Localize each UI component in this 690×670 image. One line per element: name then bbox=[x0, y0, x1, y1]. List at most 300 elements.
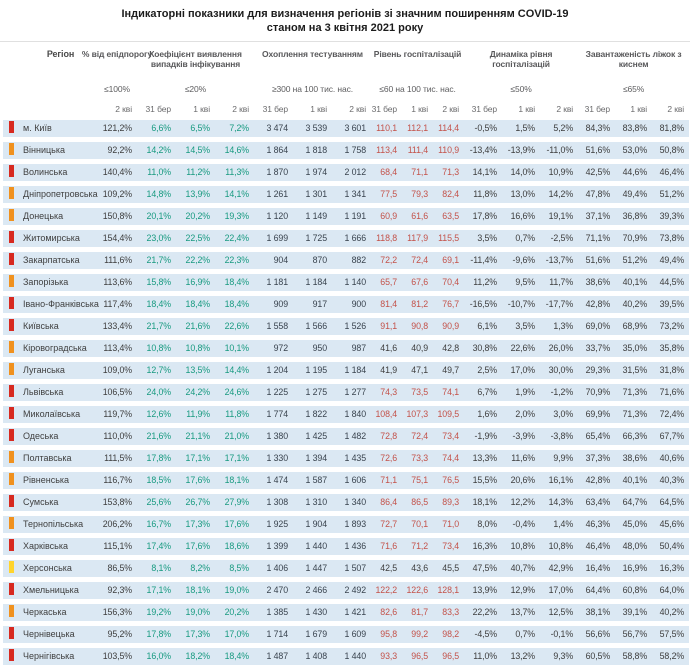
region-name: Чернігівська bbox=[23, 651, 75, 661]
cell-oxygen-beds: 46,4% bbox=[659, 167, 685, 177]
status-marker-icon bbox=[9, 363, 14, 375]
cell-infection-coef: 18,4% bbox=[224, 277, 250, 287]
cell-oxygen-beds: 50,4% bbox=[659, 541, 685, 551]
cell-infection-coef: 24,6% bbox=[224, 387, 250, 397]
region-name: Харківська bbox=[23, 541, 68, 551]
region-cell bbox=[3, 318, 99, 335]
region-name: Полтавська bbox=[23, 453, 72, 463]
cell-hospitalization-dynamics: -13,7% bbox=[545, 255, 574, 265]
table-row bbox=[3, 648, 689, 665]
cell-oxygen-beds: 84,3% bbox=[585, 123, 611, 133]
cell-infection-coef: 21,7% bbox=[146, 255, 171, 265]
cell-hospitalization-dynamics: 0,7% bbox=[515, 233, 536, 243]
region-name: Дніпропетровська bbox=[23, 189, 98, 199]
cell-oxygen-beds: 39,5% bbox=[659, 299, 685, 309]
region-cell bbox=[3, 516, 99, 533]
date-col: 2 кві bbox=[349, 104, 367, 114]
cell-oxygen-beds: 51,2% bbox=[659, 189, 685, 199]
cell-hospitalization-level: 74,1 bbox=[442, 387, 460, 397]
cell-oxygen-beds: 40,2% bbox=[659, 607, 685, 617]
cell-infection-coef: 17,4% bbox=[146, 541, 171, 551]
cell-hospitalization-dynamics: 22,2% bbox=[472, 607, 498, 617]
cell-infection-coef: 17,1% bbox=[185, 453, 210, 463]
cell-oxygen-beds: 81,8% bbox=[659, 123, 685, 133]
cell-oxygen-beds: 47,8% bbox=[585, 189, 611, 199]
cell-hospitalization-dynamics: 20,6% bbox=[510, 475, 536, 485]
date-col: 1 кві bbox=[310, 104, 328, 114]
page-title bbox=[0, 0, 690, 35]
cell-epid-threshold: 133,4% bbox=[102, 321, 132, 331]
cell-testing-coverage: 1 679 bbox=[305, 629, 328, 639]
cell-hospitalization-dynamics: 12,2% bbox=[510, 497, 536, 507]
cell-infection-coef: 12,7% bbox=[146, 365, 171, 375]
date-col: 31 бер bbox=[584, 104, 611, 114]
cell-hospitalization-level: 77,5 bbox=[380, 189, 398, 199]
cell-infection-coef: 21,7% bbox=[146, 321, 171, 331]
cell-testing-coverage: 904 bbox=[273, 255, 289, 265]
date-col: 31 бер bbox=[262, 104, 289, 114]
cell-testing-coverage: 3 539 bbox=[305, 123, 328, 133]
cell-hospitalization-dynamics: 19,1% bbox=[548, 211, 574, 221]
cell-hospitalization-level: 96,5 bbox=[442, 651, 460, 661]
cell-testing-coverage: 1 341 bbox=[344, 189, 367, 199]
region-name: Волинська bbox=[23, 167, 68, 177]
cell-hospitalization-dynamics: 9,9% bbox=[553, 453, 574, 463]
cell-oxygen-beds: 68,9% bbox=[622, 321, 648, 331]
cell-testing-coverage: 2 012 bbox=[344, 167, 367, 177]
cell-testing-coverage: 1 385 bbox=[266, 607, 289, 617]
cell-hospitalization-level: 69,1 bbox=[442, 255, 460, 265]
cell-testing-coverage: 1 181 bbox=[266, 277, 289, 287]
cell-hospitalization-dynamics: 10,8% bbox=[510, 541, 536, 551]
cell-oxygen-beds: 35,0% bbox=[622, 343, 648, 353]
table-row bbox=[3, 626, 689, 643]
cell-epid-threshold: 115,1% bbox=[103, 541, 132, 551]
cell-testing-coverage: 1 330 bbox=[266, 453, 289, 463]
cell-infection-coef: 14,2% bbox=[146, 145, 171, 155]
cell-hospitalization-dynamics: -3,9% bbox=[512, 431, 536, 441]
table-row bbox=[3, 582, 689, 599]
column-group-label-test: Охоплення тестуванням bbox=[262, 49, 363, 59]
cell-testing-coverage: 1 425 bbox=[305, 431, 328, 441]
cell-epid-threshold: 92,2% bbox=[107, 145, 132, 155]
cell-hospitalization-level: 90,8 bbox=[411, 321, 429, 331]
cell-epid-threshold: 119,7% bbox=[103, 409, 132, 419]
cell-oxygen-beds: 16,4% bbox=[585, 563, 611, 573]
cell-hospitalization-level: 128,1 bbox=[437, 585, 460, 595]
cell-infection-coef: 18,4% bbox=[146, 299, 171, 309]
column-group-label-coef: Коефіцієнт виявлення випадків інфікування bbox=[149, 49, 242, 69]
region-name: м. Київ bbox=[23, 123, 52, 133]
status-marker-icon bbox=[9, 583, 14, 595]
cell-infection-coef: 24,0% bbox=[146, 387, 171, 397]
cell-testing-coverage: 1 195 bbox=[305, 365, 328, 375]
cell-oxygen-beds: 38,6% bbox=[585, 277, 611, 287]
cell-hospitalization-level: 76,7 bbox=[442, 299, 460, 309]
cell-infection-coef: 17,1% bbox=[146, 585, 171, 595]
date-col: 31 бер bbox=[471, 104, 498, 114]
cell-hospitalization-level: 71,0 bbox=[442, 519, 460, 529]
cell-hospitalization-level: 75,1 bbox=[411, 475, 429, 485]
cell-hospitalization-level: 91,1 bbox=[380, 321, 398, 331]
cell-testing-coverage: 1 666 bbox=[344, 233, 367, 243]
cell-hospitalization-dynamics: 30,0% bbox=[548, 365, 574, 375]
cell-testing-coverage: 972 bbox=[273, 343, 289, 353]
cell-testing-coverage: 1 430 bbox=[305, 607, 328, 617]
status-marker-icon bbox=[9, 539, 14, 551]
cell-oxygen-beds: 64,5% bbox=[659, 497, 685, 507]
table-row bbox=[3, 428, 689, 445]
cell-hospitalization-level: 70,1 bbox=[411, 519, 429, 529]
cell-testing-coverage: 1 725 bbox=[305, 233, 328, 243]
cell-hospitalization-level: 71,3 bbox=[442, 167, 460, 177]
table-row bbox=[3, 450, 689, 467]
cell-oxygen-beds: 42,8% bbox=[585, 299, 611, 309]
cell-infection-coef: 8,5% bbox=[229, 563, 250, 573]
cell-hospitalization-level: 70,4 bbox=[442, 277, 460, 287]
cell-hospitalization-dynamics: 13,3% bbox=[472, 453, 498, 463]
cell-oxygen-beds: 39,3% bbox=[659, 211, 685, 221]
cell-testing-coverage: 3 474 bbox=[266, 123, 289, 133]
status-marker-icon bbox=[9, 451, 14, 463]
cell-hospitalization-level: 43,6 bbox=[411, 563, 429, 573]
region-cell bbox=[3, 252, 99, 269]
cell-oxygen-beds: 57,5% bbox=[659, 629, 685, 639]
region-name: Кіровоградська bbox=[23, 343, 87, 353]
cell-hospitalization-level: 61,6 bbox=[411, 211, 429, 221]
cell-infection-coef: 17,8% bbox=[146, 453, 171, 463]
cell-hospitalization-dynamics: 13,2% bbox=[510, 651, 536, 661]
cell-infection-coef: 20,2% bbox=[185, 211, 210, 221]
cell-oxygen-beds: 45,6% bbox=[659, 519, 685, 529]
cell-testing-coverage: 1 587 bbox=[305, 475, 328, 485]
cell-oxygen-beds: 83,8% bbox=[622, 123, 648, 133]
table-row bbox=[3, 560, 689, 577]
cell-hospitalization-level: 122,6 bbox=[406, 585, 429, 595]
cell-oxygen-beds: 31,5% bbox=[622, 365, 648, 375]
date-col-epid: 2 кві bbox=[115, 104, 132, 114]
region-name: Закарпатська bbox=[23, 255, 80, 265]
cell-epid-threshold: 116,7% bbox=[103, 475, 132, 485]
page-title-line1: Індикаторні показники для визначення регіонів зі значним поширенням COVID-19 bbox=[121, 8, 569, 20]
cell-testing-coverage: 1 864 bbox=[266, 145, 289, 155]
cell-oxygen-beds: 49,4% bbox=[622, 189, 648, 199]
cell-hospitalization-dynamics: -1,2% bbox=[550, 387, 574, 397]
cell-infection-coef: 14,4% bbox=[224, 365, 250, 375]
cell-hospitalization-dynamics: -11,0% bbox=[546, 145, 574, 155]
cell-hospitalization-dynamics: 1,5% bbox=[515, 123, 536, 133]
column-group-label-beds: Завантаженість ліжок з киснем bbox=[585, 49, 682, 69]
cell-epid-threshold: 106,5% bbox=[102, 387, 132, 397]
region-cell bbox=[3, 582, 99, 599]
cell-hospitalization-dynamics: 12,9% bbox=[510, 585, 536, 595]
cell-epid-threshold: 206,2% bbox=[102, 519, 132, 529]
threshold-test: ≥300 на 100 тис. нас. bbox=[271, 84, 354, 94]
cell-testing-coverage: 1 840 bbox=[344, 409, 367, 419]
cell-oxygen-beds: 71,3% bbox=[622, 387, 648, 397]
region-name: Тернопільська bbox=[23, 519, 84, 529]
cell-infection-coef: 8,1% bbox=[151, 563, 171, 573]
cell-epid-threshold: 109,2% bbox=[102, 189, 132, 199]
region-cell bbox=[3, 626, 99, 643]
cell-oxygen-beds: 70,9% bbox=[622, 233, 648, 243]
cell-hospitalization-level: 82,4 bbox=[442, 189, 460, 199]
cell-infection-coef: 17,1% bbox=[224, 453, 250, 463]
cell-hospitalization-dynamics: -11,4% bbox=[470, 255, 498, 265]
status-marker-icon bbox=[9, 165, 14, 177]
table-row bbox=[3, 494, 689, 511]
status-marker-icon bbox=[9, 319, 14, 331]
cell-oxygen-beds: 69,9% bbox=[585, 409, 611, 419]
cell-oxygen-beds: 40,1% bbox=[622, 475, 648, 485]
cell-infection-coef: 23,0% bbox=[146, 233, 171, 243]
cell-hospitalization-level: 42,5 bbox=[380, 563, 398, 573]
cell-testing-coverage: 2 470 bbox=[266, 585, 289, 595]
status-marker-icon bbox=[9, 209, 14, 221]
cell-testing-coverage: 1 406 bbox=[266, 563, 289, 573]
cell-hospitalization-level: 81,2 bbox=[411, 299, 429, 309]
cell-testing-coverage: 1 140 bbox=[344, 277, 367, 287]
cell-hospitalization-dynamics: 15,5% bbox=[472, 475, 498, 485]
status-marker-icon bbox=[9, 385, 14, 397]
region-cell bbox=[3, 274, 99, 291]
cell-oxygen-beds: 73,8% bbox=[659, 233, 685, 243]
cell-hospitalization-level: 117,9 bbox=[407, 233, 429, 243]
status-marker-icon bbox=[9, 143, 14, 155]
cell-testing-coverage: 882 bbox=[351, 255, 367, 265]
cell-oxygen-beds: 31,8% bbox=[659, 365, 685, 375]
cell-infection-coef: 17,3% bbox=[185, 519, 210, 529]
table-row bbox=[3, 208, 689, 225]
cell-testing-coverage: 1 474 bbox=[266, 475, 289, 485]
cell-hospitalization-level: 72,2 bbox=[380, 255, 398, 265]
cell-hospitalization-dynamics: 3,5% bbox=[477, 233, 498, 243]
cell-hospitalization-level: 98,2 bbox=[442, 629, 460, 639]
column-group-label-dyn: Динаміка рівня госпіталізацій bbox=[489, 49, 553, 69]
cell-oxygen-beds: 71,3% bbox=[622, 409, 648, 419]
cell-epid-threshold: 113,4% bbox=[103, 343, 132, 353]
cell-oxygen-beds: 40,3% bbox=[659, 475, 685, 485]
cell-infection-coef: 18,4% bbox=[224, 299, 250, 309]
cell-testing-coverage: 1 204 bbox=[266, 365, 289, 375]
cell-hospitalization-level: 72,4 bbox=[411, 431, 429, 441]
region-name: Луганська bbox=[23, 365, 65, 375]
cell-oxygen-beds: 53,0% bbox=[622, 145, 648, 155]
cell-hospitalization-dynamics: 1,3% bbox=[553, 321, 574, 331]
cell-epid-threshold: 103,5% bbox=[102, 651, 132, 661]
cell-hospitalization-dynamics: 6,1% bbox=[477, 321, 498, 331]
cell-testing-coverage: 1 275 bbox=[305, 387, 328, 397]
table-row bbox=[3, 362, 689, 379]
cell-infection-coef: 11,9% bbox=[186, 409, 210, 419]
table-row bbox=[3, 384, 689, 401]
region-name: Сумська bbox=[23, 497, 59, 507]
cell-testing-coverage: 1 436 bbox=[344, 541, 367, 551]
cell-infection-coef: 17,3% bbox=[185, 629, 210, 639]
cell-infection-coef: 21,6% bbox=[146, 431, 171, 441]
cell-testing-coverage: 1 184 bbox=[344, 365, 367, 375]
cell-hospitalization-level: 81,4 bbox=[380, 299, 398, 309]
cell-infection-coef: 22,5% bbox=[185, 233, 210, 243]
cell-hospitalization-dynamics: -0,5% bbox=[474, 123, 498, 133]
cell-oxygen-beds: 58,2% bbox=[659, 651, 685, 661]
cell-hospitalization-dynamics: 26,0% bbox=[548, 343, 574, 353]
status-marker-icon bbox=[9, 121, 14, 133]
cell-hospitalization-dynamics: 47,5% bbox=[472, 563, 498, 573]
date-col: 1 кві bbox=[630, 104, 648, 114]
cell-hospitalization-dynamics: 14,2% bbox=[548, 189, 574, 199]
cell-testing-coverage: 1 822 bbox=[305, 409, 328, 419]
cell-infection-coef: 18,1% bbox=[185, 585, 210, 595]
date-col: 31 бер bbox=[371, 104, 398, 114]
cell-hospitalization-dynamics: 22,6% bbox=[510, 343, 536, 353]
region-cell bbox=[3, 406, 99, 423]
cell-epid-threshold: 117,4% bbox=[103, 299, 132, 309]
cell-hospitalization-level: 47,1 bbox=[411, 365, 429, 375]
region-name: Чернівецька bbox=[23, 629, 75, 639]
status-marker-icon bbox=[9, 517, 14, 529]
cell-testing-coverage: 1 447 bbox=[305, 563, 328, 573]
cell-epid-threshold: 140,4% bbox=[102, 167, 132, 177]
cell-infection-coef: 14,8% bbox=[146, 189, 171, 199]
cell-epid-threshold: 111,6% bbox=[104, 255, 132, 265]
cell-testing-coverage: 1 482 bbox=[344, 431, 367, 441]
table-row bbox=[3, 296, 689, 313]
cell-oxygen-beds: 51,6% bbox=[585, 255, 611, 265]
cell-hospitalization-dynamics: -0,1% bbox=[550, 629, 574, 639]
cell-hospitalization-level: 40,9 bbox=[411, 343, 429, 353]
cell-hospitalization-dynamics: 16,6% bbox=[510, 211, 536, 221]
cell-infection-coef: 26,7% bbox=[185, 497, 210, 507]
cell-hospitalization-dynamics: -4,5% bbox=[474, 629, 498, 639]
cell-hospitalization-level: 112,1 bbox=[407, 123, 429, 133]
cell-hospitalization-level: 79,3 bbox=[411, 189, 429, 199]
cell-oxygen-beds: 56,6% bbox=[585, 629, 611, 639]
threshold-hosp: ≤60 на 100 тис. нас. bbox=[379, 84, 456, 94]
table-row bbox=[3, 318, 689, 335]
table-row bbox=[3, 340, 689, 357]
table-row bbox=[3, 164, 689, 181]
cell-oxygen-beds: 48,0% bbox=[622, 541, 648, 551]
cell-hospitalization-level: 65,7 bbox=[380, 277, 398, 287]
cell-testing-coverage: 1 149 bbox=[305, 211, 328, 221]
region-cell bbox=[3, 604, 99, 621]
cell-hospitalization-dynamics: 2,0% bbox=[515, 409, 536, 419]
cell-infection-coef: 14,5% bbox=[185, 145, 210, 155]
cell-infection-coef: 16,7% bbox=[146, 519, 171, 529]
region-cell bbox=[3, 208, 99, 225]
status-marker-icon bbox=[9, 561, 14, 573]
cell-testing-coverage: 987 bbox=[351, 343, 367, 353]
cell-infection-coef: 24,2% bbox=[185, 387, 210, 397]
region-name: Вінницька bbox=[23, 145, 65, 155]
cell-infection-coef: 22,6% bbox=[224, 321, 250, 331]
cell-hospitalization-level: 95,8 bbox=[380, 629, 398, 639]
date-col: 2 кві bbox=[667, 104, 685, 114]
cell-hospitalization-level: 41,9 bbox=[380, 365, 398, 375]
cell-testing-coverage: 3 601 bbox=[344, 123, 367, 133]
cell-hospitalization-level: 73,3 bbox=[411, 453, 429, 463]
status-marker-icon bbox=[9, 473, 14, 485]
cell-hospitalization-level: 71,1 bbox=[411, 167, 429, 177]
date-col: 2 кві bbox=[442, 104, 460, 114]
table-row bbox=[3, 120, 689, 137]
cell-epid-threshold: 92,3% bbox=[107, 585, 132, 595]
cell-hospitalization-level: 72,7 bbox=[380, 519, 398, 529]
region-name: Черкаська bbox=[23, 607, 67, 617]
cell-hospitalization-level: 115,5 bbox=[438, 233, 460, 243]
region-name: Херсонська bbox=[23, 563, 72, 573]
cell-testing-coverage: 1 435 bbox=[344, 453, 367, 463]
cell-testing-coverage: 1 301 bbox=[305, 189, 328, 199]
cell-hospitalization-level: 73,5 bbox=[411, 387, 429, 397]
cell-testing-coverage: 1 758 bbox=[344, 145, 367, 155]
cell-infection-coef: 17,6% bbox=[185, 475, 210, 485]
status-marker-icon bbox=[9, 187, 14, 199]
cell-testing-coverage: 1 440 bbox=[305, 541, 328, 551]
cell-testing-coverage: 1 558 bbox=[266, 321, 289, 331]
cell-testing-coverage: 1 394 bbox=[305, 453, 328, 463]
cell-hospitalization-level: 73,4 bbox=[442, 541, 460, 551]
cell-epid-threshold: 121,2% bbox=[102, 123, 132, 133]
cell-oxygen-beds: 67,7% bbox=[659, 431, 685, 441]
cell-oxygen-beds: 40,2% bbox=[622, 299, 648, 309]
cell-hospitalization-dynamics: 6,7% bbox=[477, 387, 498, 397]
status-marker-icon bbox=[9, 429, 14, 441]
table-row bbox=[3, 252, 689, 269]
cell-hospitalization-level: 67,6 bbox=[411, 277, 429, 287]
cell-oxygen-beds: 56,7% bbox=[622, 629, 648, 639]
region-cell bbox=[3, 142, 99, 159]
cell-infection-coef: 22,3% bbox=[224, 255, 250, 265]
status-marker-icon bbox=[9, 649, 14, 661]
cell-hospitalization-level: 89,3 bbox=[442, 497, 460, 507]
region-name: Івано-Франківська bbox=[23, 299, 99, 309]
cell-hospitalization-dynamics: -1,9% bbox=[474, 431, 498, 441]
cell-hospitalization-dynamics: 11,6% bbox=[511, 453, 536, 463]
region-cell bbox=[3, 450, 99, 467]
cell-oxygen-beds: 37,1% bbox=[585, 211, 611, 221]
cell-hospitalization-dynamics: 17,0% bbox=[510, 365, 536, 375]
cell-oxygen-beds: 69,0% bbox=[585, 321, 611, 331]
date-col: 1 кві bbox=[518, 104, 536, 114]
region-name: Хмельницька bbox=[23, 585, 79, 595]
cell-testing-coverage: 909 bbox=[273, 299, 289, 309]
cell-hospitalization-level: 71,2 bbox=[411, 541, 429, 551]
table-body bbox=[3, 120, 689, 665]
cell-testing-coverage: 1 277 bbox=[344, 387, 367, 397]
cell-infection-coef: 11,3% bbox=[225, 167, 250, 177]
cell-hospitalization-dynamics: 17,0% bbox=[548, 585, 574, 595]
cell-testing-coverage: 1 440 bbox=[344, 651, 367, 661]
cell-infection-coef: 21,0% bbox=[224, 431, 250, 441]
cell-oxygen-beds: 72,4% bbox=[659, 409, 685, 419]
cell-hospitalization-level: 72,6 bbox=[380, 453, 398, 463]
cell-hospitalization-dynamics: 5,2% bbox=[553, 123, 574, 133]
cell-infection-coef: 16,0% bbox=[146, 651, 171, 661]
cell-hospitalization-level: 122,2 bbox=[375, 585, 398, 595]
cell-hospitalization-level: 86,5 bbox=[411, 497, 429, 507]
cell-hospitalization-dynamics: 18,1% bbox=[472, 497, 498, 507]
region-name: Запорізька bbox=[23, 277, 69, 287]
table-row bbox=[3, 186, 689, 203]
cell-hospitalization-dynamics: -2,5% bbox=[550, 233, 574, 243]
page-title-line2: станом на 3 квітня 2021 року bbox=[266, 22, 424, 34]
cell-testing-coverage: 1 507 bbox=[344, 563, 367, 573]
cell-testing-coverage: 1 774 bbox=[266, 409, 289, 419]
region-name: Житомирська bbox=[23, 233, 80, 243]
cell-hospitalization-dynamics: 40,7% bbox=[510, 563, 536, 573]
